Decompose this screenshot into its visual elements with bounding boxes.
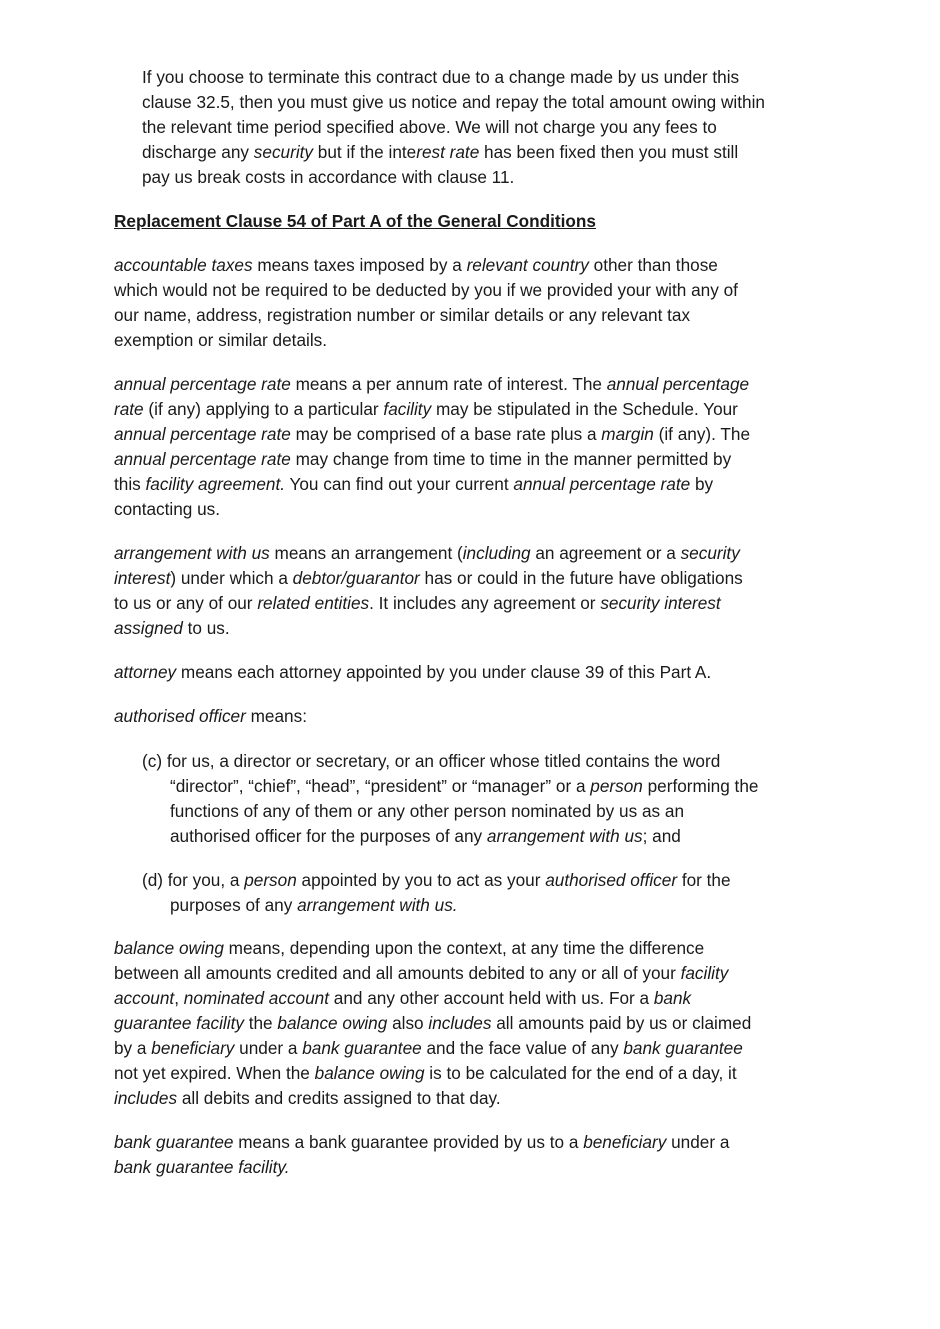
defined-term: authorised officer [114, 706, 246, 726]
defined-term: account [114, 988, 175, 1008]
defined-term: person [244, 870, 297, 890]
text-line: annual percentage rate means a per annum rate of interest. The annual percentage [114, 374, 750, 394]
defined-term: assigned [114, 618, 183, 638]
text-line: balance owing means, depending upon the context, at any time the difference [114, 938, 705, 958]
text-line: account, nominated account and any other account held with us. For a bank [114, 988, 692, 1008]
defined-term: beneficiary [583, 1132, 667, 1152]
definition-annual-percentage-rate [114, 372, 834, 522]
defined-term: facility [680, 963, 729, 983]
defined-term: related entities [257, 593, 370, 613]
text-line: discharge any security but if the interest rate has been fixed then you must still [142, 142, 739, 162]
text-line: (c) for us, a director or secretary, or an officer whose titled contains the word [142, 751, 721, 771]
definition-balance-owing [114, 936, 834, 1111]
defined-term: person [590, 776, 643, 796]
text-line: “director”, “chief”, “head”, “president” or “manager” or a person performing the [170, 776, 759, 796]
definition-attorney [114, 660, 834, 685]
defined-term: nominated account [183, 988, 330, 1008]
defined-term: security [680, 543, 740, 563]
definition-authorised-officer [114, 704, 834, 729]
defined-term: annual percentage [606, 374, 750, 394]
text-line: accountable taxes means taxes imposed by a relevant country other than those [114, 255, 718, 275]
text-line: authorised officer for the purposes of any arrangement with us; and [170, 826, 681, 846]
defined-term: relevant country [466, 255, 589, 275]
defined-term: rest rate [416, 142, 480, 162]
text-line: by a beneficiary under a bank guarantee and the face value of any bank guarantee [114, 1038, 743, 1058]
text-line: our name, address, registration number or similar details or any relevant tax [114, 305, 691, 325]
text-line: bank guarantee means a bank guarantee provided by us to a beneficiary under a [114, 1132, 730, 1152]
text-line: functions of any of them or any other person nominated by us as an [170, 801, 685, 821]
defined-term: including [462, 543, 531, 563]
defined-term: includes [114, 1088, 178, 1108]
text-line: clause 32.5, then you must give us notice and repay the total amount owing within [142, 92, 765, 112]
text-line: exemption or similar details. [114, 330, 328, 350]
text-line: guarantee facility the balance owing also includes all amounts paid by us or claimed [114, 1013, 752, 1033]
defined-term: balance owing [314, 1063, 425, 1083]
defined-term: bank guarantee facility. [114, 1157, 290, 1177]
defined-term: beneficiary [151, 1038, 235, 1058]
defined-term: arrangement with us [486, 826, 643, 846]
text-line: rate (if any) applying to a particular facility may be stipulated in the Schedule. Your [114, 399, 738, 419]
sub-item-d [142, 868, 860, 918]
defined-term: annual percentage rate [513, 474, 691, 494]
intro-paragraph [142, 65, 842, 190]
defined-term: security [253, 142, 314, 162]
text-line: attorney means each attorney appointed by you under clause 39 of this Part A. [114, 662, 712, 682]
defined-term: bank guarantee [302, 1038, 422, 1058]
text-line: annual percentage rate may change from time to time in the manner permitted by [114, 449, 732, 469]
defined-term: annual percentage rate [114, 374, 291, 394]
text-line: arrangement with us means an arrangement (including an agreement or a security [114, 543, 740, 563]
sub-item-c [142, 749, 860, 849]
text-line: purposes of any arrangement with us. [170, 895, 458, 915]
defined-term: arrangement with us [114, 543, 270, 563]
text-line: interest) under which a debtor/guarantor has or could in the future have obligations [114, 568, 743, 588]
definition-arrangement-with-us [114, 541, 834, 641]
defined-term: bank guarantee [114, 1132, 234, 1152]
definition-accountable-taxes [114, 253, 834, 353]
defined-term: margin [601, 424, 654, 444]
defined-term: arrangement with us. [297, 895, 458, 915]
text-line: not yet expired. When the balance owing is to be calculated for the end of a day, it [114, 1063, 737, 1083]
section-heading: Replacement Clause 54 of Part A of the General Conditions [114, 211, 596, 231]
defined-term: authorised officer [545, 870, 678, 890]
defined-term: attorney [114, 662, 177, 682]
defined-term: bank [653, 988, 692, 1008]
defined-term: annual percentage rate [114, 424, 291, 444]
defined-term: rate [114, 399, 144, 419]
defined-term: facility agreement. [145, 474, 286, 494]
definition-bank-guarantee [114, 1130, 834, 1180]
defined-term: bank guarantee [623, 1038, 743, 1058]
text-line: the relevant time period specified above. We will not charge you any fees to [142, 117, 717, 137]
text-line: If you choose to terminate this contract due to a change made by us under this [142, 67, 740, 87]
defined-term: accountable taxes [114, 255, 253, 275]
defined-term: balance owing [114, 938, 224, 958]
text-line [114, 1155, 834, 1180]
defined-term: interest [114, 568, 171, 588]
text-line: includes all debits and credits assigned to that day. [114, 1088, 501, 1108]
text-line: contacting us. [114, 499, 221, 519]
defined-term: security interest [600, 593, 721, 613]
text-line: this facility agreement. You can find out your current annual percentage rate by [114, 474, 714, 494]
defined-term: includes [428, 1013, 492, 1033]
defined-term: debtor/guarantor [292, 568, 420, 588]
text-line: which would not be required to be deducted by you if we provided your with any of [114, 280, 738, 300]
text-line: authorised officer means: [114, 706, 307, 726]
defined-term: annual percentage rate [114, 449, 291, 469]
text-line: between all amounts credited and all amounts debited to any or all of your facility [114, 963, 729, 983]
defined-term: facility [383, 399, 432, 419]
text-line: (d) for you, a person appointed by you to act as your authorised officer for the [142, 870, 731, 890]
defined-term: guarantee facility [114, 1013, 244, 1033]
text-line: annual percentage rate may be comprised of a base rate plus a margin (if any). The [114, 424, 751, 444]
text-line: assigned to us. [114, 618, 230, 638]
text-line: pay us break costs in accordance with clause 11. [142, 167, 515, 187]
text-line: to us or any of our related entities. It includes any agreement or security interest [114, 593, 721, 613]
defined-term: balance owing [277, 1013, 388, 1033]
